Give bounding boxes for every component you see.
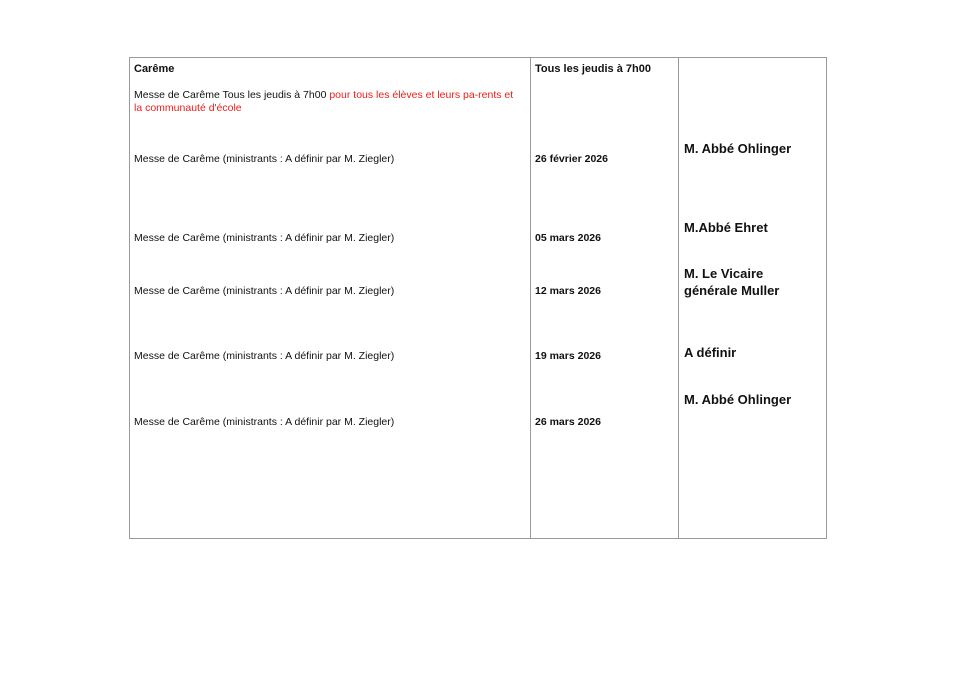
- row-3-celebrant-line-2: générale Muller: [684, 283, 780, 298]
- column-divider-2: [678, 57, 679, 539]
- row-5-description: Messe de Carême (ministrants : A définir par M. Ziegler): [134, 416, 395, 428]
- row-3-celebrant-line-1: M. Le Vicaire: [684, 266, 764, 281]
- header-schedule: Tous les jeudis à 7h00: [535, 63, 651, 75]
- row-1-celebrant: M. Abbé Ohlinger: [684, 141, 792, 156]
- row-4-date: 19 mars 2026: [535, 350, 601, 362]
- intro-text: Messe de Carême Tous les jeudis à 7h00: [134, 89, 330, 101]
- intro-paragraph: [134, 89, 514, 115]
- row-3-date: 12 mars 2026: [535, 285, 601, 297]
- intro-audience-text: pour tous les élèves et leurs pa-rents et la communauté d'école: [134, 89, 514, 115]
- row-5-celebrant: M. Abbé Ohlinger: [684, 392, 792, 407]
- row-3-description: Messe de Carême (ministrants : A définir par M. Ziegler): [134, 285, 395, 297]
- row-5-date: 26 mars 2026: [535, 416, 601, 428]
- row-4-description: Messe de Carême (ministrants : A définir par M. Ziegler): [134, 350, 395, 362]
- row-1-date: 26 février 2026: [535, 153, 608, 165]
- row-1-description: Messe de Carême (ministrants : A définir par M. Ziegler): [134, 153, 395, 165]
- header-title: Carême: [134, 63, 175, 75]
- row-4-celebrant: A définir: [684, 345, 737, 360]
- column-divider-1: [530, 57, 531, 539]
- row-2-date: 05 mars 2026: [535, 232, 601, 244]
- row-2-description: Messe de Carême (ministrants : A définir par M. Ziegler): [134, 232, 395, 244]
- row-2-celebrant: M.Abbé Ehret: [684, 220, 768, 235]
